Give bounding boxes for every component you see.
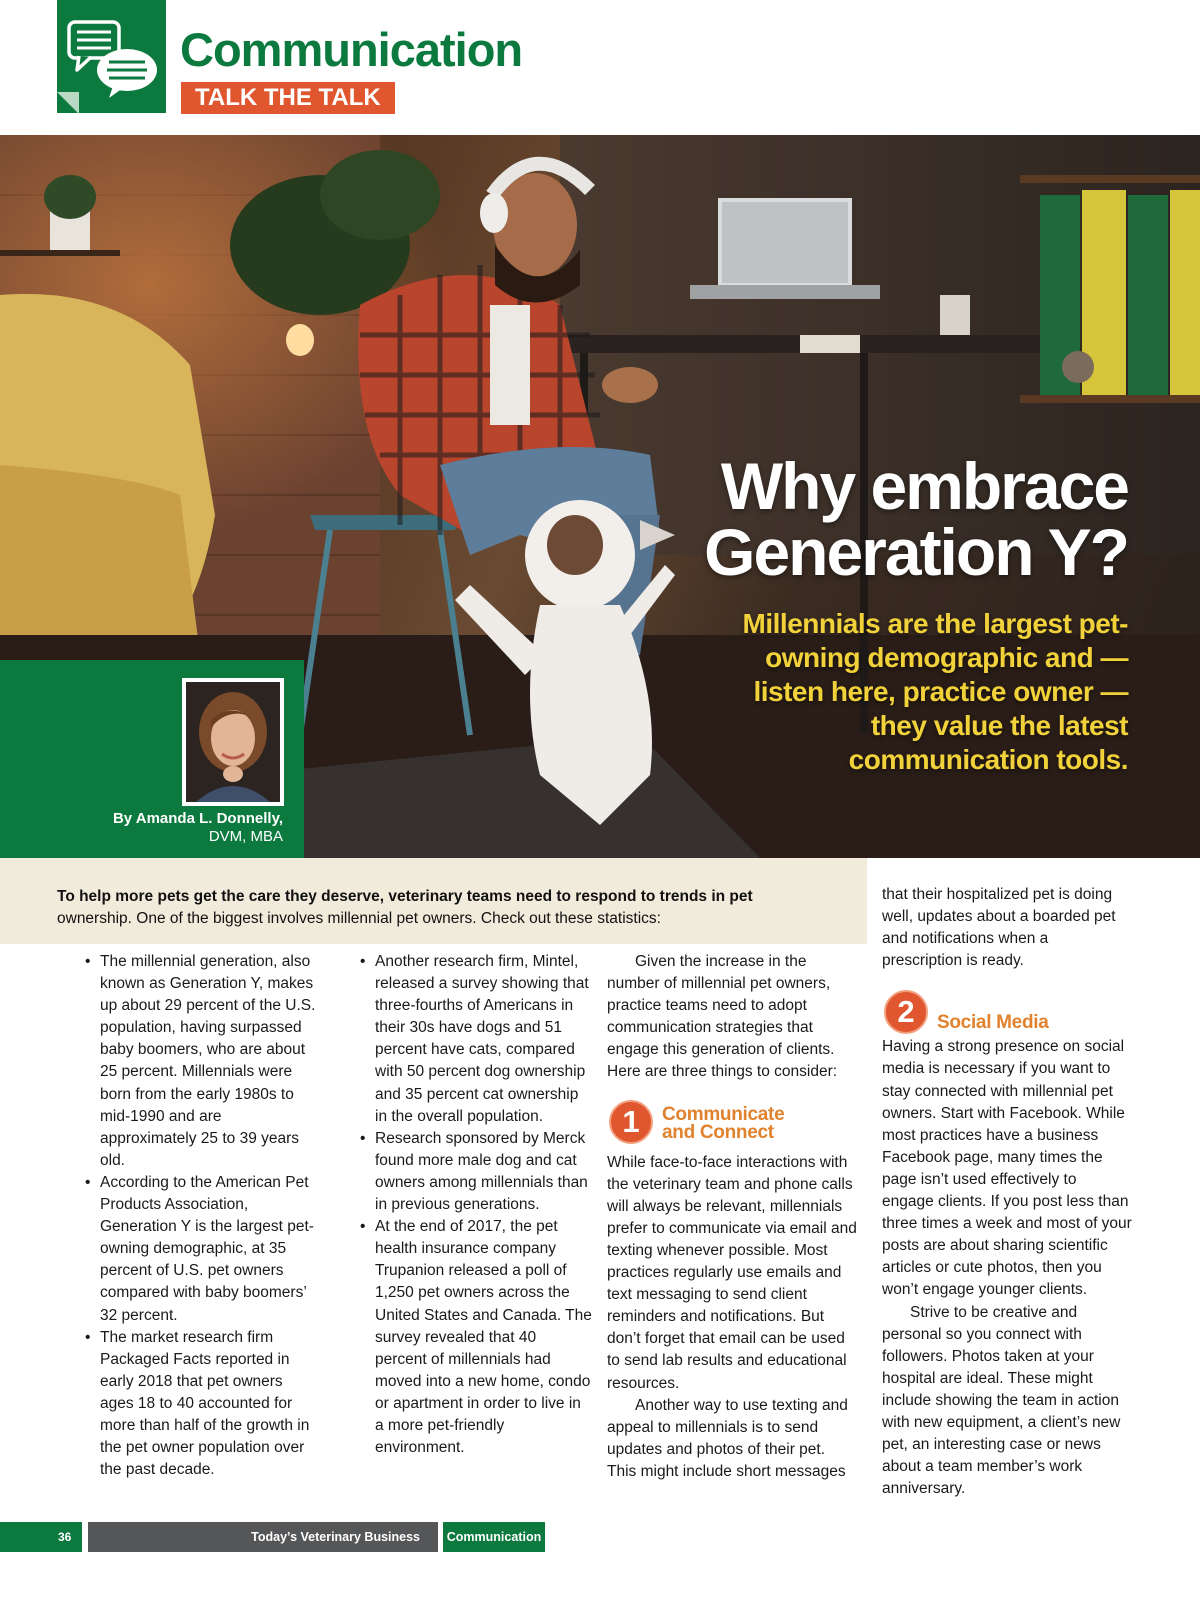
section-title: Communication <box>180 23 523 76</box>
body-paragraph: While face-to-face interactions with the veterinary team and phone calls will always be relevant, millennials prefer to communicate via email and texting whenever possible. Most practices regularly use emails and text messaging to send client reminders and notifications. But don’t forget that email can be used to send lab results and educational resources. <box>607 1153 857 1392</box>
section-title-line-2: and Connect <box>662 1121 774 1143</box>
body-paragraph: that their hospitalized pet is doing well, updates about a boarded pet and notifications when a prescription is ready. <box>882 886 1116 970</box>
magazine-name: Today’s Veterinary Business <box>251 1530 420 1544</box>
intro-text <box>57 886 847 930</box>
intro-bold: To help more pets get the care they deserve, veterinary teams need to respond to trends in pet <box>57 888 753 905</box>
column-4 <box>882 884 1132 1500</box>
author-byline: By Amanda L. Donnelly, <box>112 810 283 827</box>
statistics-list <box>360 951 592 1459</box>
section-title-line-1: Communicate <box>662 1103 785 1125</box>
body-paragraph: Given the increase in the number of millennial pet owners, practice teams need to adopt communication strategies that engage this generation of clients. Here are three things to consider: <box>607 953 838 1081</box>
article-headline <box>568 449 1128 589</box>
column-3 <box>607 951 857 1483</box>
intro-rest: ownership. One of the biggest involves millennial pet owners. Check out these statistics: <box>57 910 661 927</box>
column-1 <box>85 951 317 1481</box>
intro-band <box>0 858 867 944</box>
list-item: • Another research firm, Mintel, released a survey showing that three-fourths of Americans in their 30s have dogs and 51 percent have cats, compared with 50 percent dog ownership and 35 percent cat ownership in the overall population. <box>360 951 592 1128</box>
list-item: • The market research firm Packaged Facts reported in early 2018 that pet owners ages 18 to 40 accounted for more than half of the growth in the pet owner population over the past decade. <box>85 1327 317 1482</box>
list-item: • The millennial generation, also known as Generation Y, makes up about 29 percent of the U.S. population, having surpassed baby boomers, who are about 25 percent. Millennials were born from the early 1980s to mid-1990 and are approximately 25 to 39 years old. <box>85 951 317 1172</box>
author-block <box>0 660 304 858</box>
author-credentials: DVM, MBA <box>208 828 283 845</box>
column-2 <box>360 951 592 1459</box>
footer-magazine <box>88 1522 438 1552</box>
body-paragraph: Another way to use texting and appeal to millennials is to send updates and photos of their pet. This might include short messages <box>607 1396 848 1480</box>
list-item: • According to the American Pet Products Association, Generation Y is the largest pet-owning demographic, at 35 percent of U.S. pet owners compared with baby boomers’ 32 percent. <box>85 1172 317 1327</box>
author-portrait-icon <box>186 682 280 802</box>
page-curl <box>57 92 79 114</box>
body-paragraph: Having a strong presence on social media is necessary if you want to stay connected with millennial pet owners. Start with Facebook. While most practices have a business Facebook page, many times the page isn’t used effectively to engage clients. If you post less than three times a week and most of your posts are about sharing scientific articles or cute photos, then you won’t engage younger clients. <box>882 1038 1132 1299</box>
section-heading-1 <box>607 1098 857 1150</box>
page-number: 36 <box>58 1530 72 1544</box>
section-heading-2 <box>882 988 1132 1034</box>
headline-line-2: Generation Y? <box>704 515 1128 589</box>
body-paragraph: Strive to be creative and personal so you connect with followers. Photos taken at your hospital are ideal. These might include showing the team in action with new equipment, a client’s new pet, an interesting case or news about a team member’s work anniversary. <box>882 1303 1121 1498</box>
footer-section <box>443 1522 545 1552</box>
footer-page-number <box>0 1522 82 1552</box>
list-item: • At the end of 2017, the pet health insurance company Trupanion released a poll of 1,250 pet owners across the United States and Canada. The survey revealed that 40 percent of millennials had moved into a new home, condo or apartment in order to live in a more pet-friendly environment. <box>360 1216 592 1459</box>
statistics-list <box>85 951 317 1481</box>
section-tagline: TALK THE TALK <box>181 82 395 114</box>
hero-photo <box>0 135 1200 858</box>
section-number-badge: 2 <box>884 990 928 1034</box>
list-item: • Research sponsored by Merck found more male dog and cat owners among millennials than in previous generations. <box>360 1128 592 1216</box>
section-number-badge: 1 <box>609 1100 653 1144</box>
author-photo <box>182 678 284 806</box>
headline-line-1: Why embrace <box>720 449 1128 523</box>
section-name: Communication <box>446 1530 542 1544</box>
section-title: Social Media <box>937 1012 1049 1034</box>
article-deck: Millennials are the largest pet-owning demographic and — listen here, practice owner — they value the latest communication tools. <box>742 608 1128 775</box>
